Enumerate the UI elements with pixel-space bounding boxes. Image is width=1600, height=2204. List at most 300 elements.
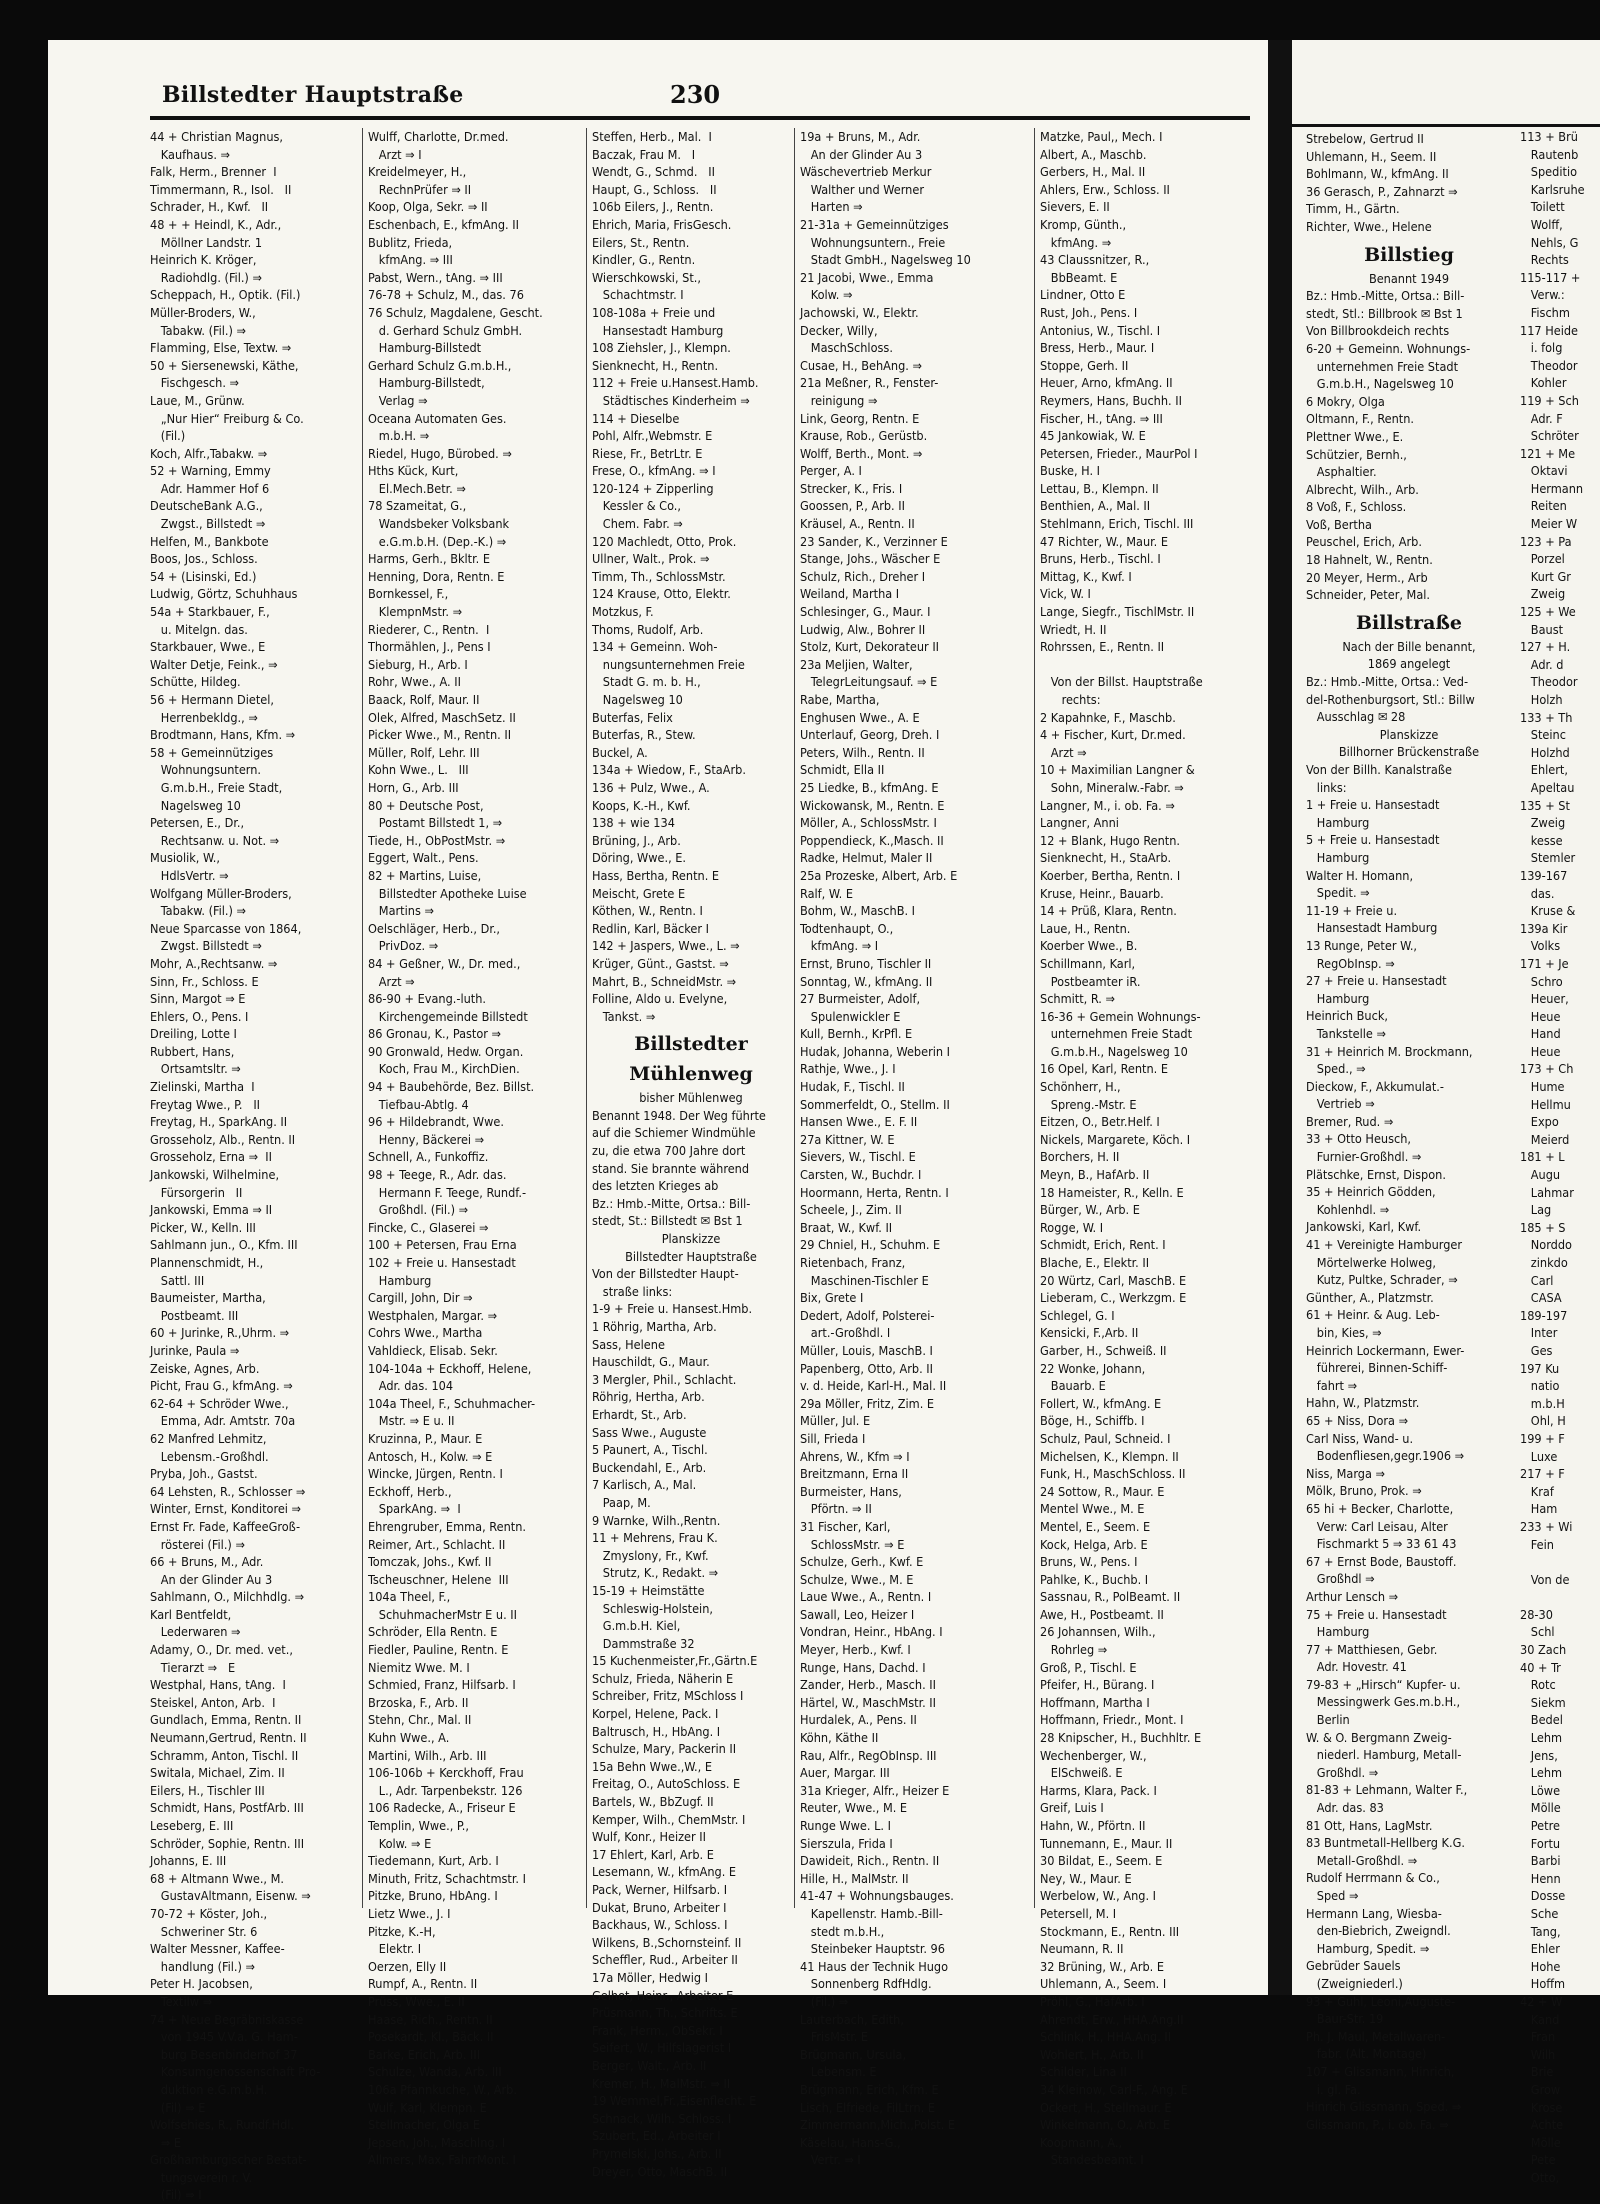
directory-entry-line: Rogge, W. I bbox=[1040, 1219, 1104, 1235]
directory-entry-line: Hudak, Johanna, Weberin I bbox=[800, 1043, 951, 1059]
directory-entry-line: Wincke, Jürgen, Rentn. I bbox=[368, 1466, 503, 1482]
directory-entry-line: Messingwerk Ges.m.b.H., bbox=[1306, 1694, 1461, 1710]
column-1 bbox=[150, 128, 356, 2203]
directory-entry-line: Schl bbox=[1520, 1624, 1555, 1640]
directory-entry-line: 41 Haus der Technik Hugo bbox=[800, 1958, 949, 1974]
directory-entry-line: Herrenbekldg., ⇒ bbox=[150, 709, 258, 725]
directory-entry-line: 31 + Heinrich M. Brockmann, bbox=[1306, 1043, 1473, 1059]
directory-entry-line: Koch, Alfr.,Tabakw. ⇒ bbox=[150, 445, 268, 461]
directory-entry-line: Rumpf, A., Rentn. II bbox=[368, 1976, 478, 1992]
directory-entry-line: 25 Liedke, B., kfmAng. E bbox=[800, 779, 939, 795]
directory-entry-line: Vick, W. I bbox=[1040, 586, 1091, 602]
directory-entry-line: Pryba, Joh., Gastst. bbox=[150, 1466, 258, 1482]
directory-entry-line: Thoms, Rudolf, Arb. bbox=[592, 621, 704, 637]
directory-entry-line: (Zweigniederl.) bbox=[1306, 1975, 1403, 1991]
directory-entry-line: Papenberg, Otto, Arb. II bbox=[800, 1360, 933, 1376]
directory-entry-line: 31a Krieger, Alfr., Heizer E bbox=[800, 1782, 950, 1798]
directory-entry-line: 98 + Teege, R., Adr. das. bbox=[368, 1167, 507, 1183]
directory-entry-line: Tabakw. (Fil.) ⇒ bbox=[150, 322, 247, 338]
directory-entry-line: Koerber, Bertha, Rentn. I bbox=[1040, 867, 1181, 883]
directory-entry-line: Templin, Wwe., P., bbox=[368, 1818, 469, 1833]
column-2 bbox=[368, 128, 582, 2168]
directory-entry-line: 125 + We bbox=[1520, 604, 1576, 620]
directory-entry-line: 108 Ziehsler, J., Klempn. bbox=[592, 340, 731, 356]
directory-entry-line: 28-30 bbox=[1520, 1606, 1553, 1622]
directory-entry-line: Heuer, bbox=[1520, 991, 1569, 1007]
directory-entry-line: Ortsamtsltr. ⇒ bbox=[150, 1061, 241, 1077]
directory-entry-line: Sahlmann jun., O., Kfm. III bbox=[150, 1237, 298, 1253]
directory-entry-line: Ludwig, Alw., Bohrer II bbox=[800, 621, 926, 637]
directory-entry-line: den-Biebrich, Zweigndl. bbox=[1306, 1923, 1451, 1939]
directory-entry-line: Kremer, H., MalMstr. ⇒ II bbox=[592, 2075, 731, 2091]
directory-entry-line: Müller, Rolf, Lehr. III bbox=[368, 744, 480, 760]
directory-entry-line: Sienknecht, H., Rentn. bbox=[592, 357, 719, 373]
directory-entry-line: Jens, bbox=[1520, 1747, 1558, 1763]
directory-entry-line: Oelschläger, Herb., Dr., bbox=[368, 920, 501, 936]
directory-entry-line: Arzt ⇒ bbox=[368, 973, 415, 989]
directory-entry-line: 106a Pfannkuche, W., Arb. bbox=[368, 2081, 517, 2097]
directory-entry-line: Oktavi bbox=[1520, 463, 1568, 479]
directory-entry-line: Strecker, K., Fris. I bbox=[800, 480, 903, 496]
column-4 bbox=[800, 128, 1032, 2168]
directory-entry-line: 40 + Tr bbox=[1520, 1659, 1561, 1675]
directory-entry-line: des letzten Krieges ab bbox=[592, 1178, 719, 1194]
directory-entry-line: Grosseholz, Erna ⇒ II bbox=[150, 1149, 272, 1165]
directory-entry-line: 62-64 + Schröder Wwe., bbox=[150, 1395, 289, 1411]
directory-entry-line: Dieckow, F., Akkumulat.- bbox=[1306, 1078, 1444, 1094]
directory-entry-line: Wechenberger, W., bbox=[1040, 1747, 1147, 1763]
directory-entry-line: W. & O. Bergmann Zweig- bbox=[1306, 1729, 1452, 1745]
directory-entry-line: Nagelsweg 10 bbox=[592, 692, 683, 707]
directory-entry-line: Städtisches Kinderheim ⇒ bbox=[592, 392, 750, 408]
directory-entry-line: 45 Jankowiak, W. E bbox=[1040, 428, 1146, 444]
directory-entry-line: Hamburg bbox=[1306, 1624, 1370, 1640]
directory-entry-line: Ullner, Walt., Prok. ⇒ bbox=[592, 551, 710, 567]
directory-entry-line: 114 + Dieselbe bbox=[592, 410, 680, 426]
directory-entry-line: Mölk, Bruno, Prok. ⇒ bbox=[1306, 1483, 1422, 1499]
directory-entry-line: Schmitt, R. ⇒ bbox=[1040, 991, 1115, 1007]
directory-entry-line: Eilers, H., Tischler III bbox=[150, 1782, 265, 1798]
directory-entry-line: 25a Prozeske, Albert, Arb. E bbox=[800, 867, 958, 883]
directory-entry-line: das. bbox=[1520, 885, 1555, 901]
directory-entry-line: 133 + Th bbox=[1520, 709, 1573, 725]
directory-entry-line: CASA bbox=[1520, 1290, 1562, 1306]
directory-entry-line: Berlin bbox=[1306, 1712, 1350, 1728]
directory-entry-line: Dreiling, Lotte I bbox=[150, 1026, 237, 1042]
directory-entry-line: Rudolf Herrmann & Co., bbox=[1306, 1870, 1440, 1886]
directory-entry-line: Adamy, O., Dr. med. vet., bbox=[150, 1642, 293, 1658]
directory-entry-line: Petersen, Frieder., MaurPol I bbox=[1040, 445, 1198, 461]
directory-entry-line: Hohe bbox=[1520, 1958, 1561, 1974]
directory-entry-line: Steiskel, Anton, Arb. I bbox=[150, 1694, 276, 1710]
directory-entry-line: An der Glinder Au 3 bbox=[150, 1571, 273, 1587]
directory-entry-line: Barbi bbox=[1520, 1853, 1561, 1869]
directory-entry-line: Sohn, Mineralw.-Fabr. ⇒ bbox=[1040, 779, 1184, 795]
directory-entry-line: Braat, W., Kwf. II bbox=[800, 1219, 893, 1235]
directory-entry-line: Kessler & Co., bbox=[592, 498, 681, 514]
directory-entry-line: Von der Billstedter Haupt- bbox=[592, 1266, 739, 1282]
directory-entry-line: Timmermann, R., Isol. II bbox=[150, 181, 292, 197]
directory-entry-line: Eckhoff, Herb., bbox=[368, 1483, 452, 1499]
directory-entry-line: 121 + Me bbox=[1520, 445, 1576, 461]
directory-entry-line: Brodtmann, Hans, Kfm. ⇒ bbox=[150, 727, 296, 743]
directory-entry-line: Langner, Anni bbox=[1040, 815, 1119, 831]
directory-entry-line: Weiland, Martha I bbox=[800, 586, 900, 602]
directory-entry-line: 119 + Sch bbox=[1520, 392, 1579, 408]
directory-entry-line: Freytag, H., SparkAng. II bbox=[150, 1114, 288, 1130]
directory-entry-line: (Fil.) bbox=[150, 428, 186, 444]
directory-entry-line: 104a Theel, F., Schuhmacher- bbox=[368, 1395, 536, 1411]
directory-entry-line: Goossen, P., Arb. II bbox=[800, 498, 905, 514]
directory-entry-line: Fischer, H., tAng. ⇒ III bbox=[1040, 410, 1163, 426]
directory-entry-line: Scheppach, H., Optik. (Fil.) bbox=[150, 287, 301, 303]
directory-entry-line: Tierarzt ⇒ E bbox=[150, 1659, 236, 1675]
directory-entry-line: Walter Detje, Feink., ⇒ bbox=[150, 656, 278, 672]
directory-entry-line: Hahn, W., Platzmstr. bbox=[1306, 1395, 1420, 1411]
directory-entry-line: Lieberam, C., Werkzgm. E bbox=[1040, 1290, 1187, 1306]
directory-entry-line: Fischm bbox=[1520, 304, 1570, 320]
directory-entry-line: Kreidelmeyer, H., bbox=[368, 164, 467, 180]
directory-entry-line: kfmAng. ⇒ I bbox=[800, 938, 879, 954]
directory-entry-line: 142 + Jaspers, Wwe., L. ⇒ bbox=[592, 938, 740, 954]
directory-entry-line: Grow bbox=[1520, 2081, 1561, 2097]
directory-entry-line: Bornkessel, F., bbox=[368, 586, 449, 602]
directory-entry-line: Schulze, Mary, Packerin II bbox=[592, 1741, 737, 1757]
directory-entry-line: Winter, Ernst, Konditorei ⇒ bbox=[150, 1501, 302, 1517]
directory-entry-line: Lederwaren ⇒ bbox=[150, 1624, 241, 1640]
directory-entry-line: 44 + Christian Magnus, bbox=[150, 129, 283, 144]
directory-entry-line: Reimer, Art., Schlacht. II bbox=[368, 1536, 506, 1552]
directory-entry-line: 1 Röhrig, Martha, Arb. bbox=[592, 1319, 717, 1334]
directory-entry-line: Mentel, E., Seem. E bbox=[1040, 1518, 1151, 1534]
directory-entry-line: Holzhd bbox=[1520, 744, 1570, 760]
directory-entry-line: Wolfsehies, R., Rundf.Hdl. bbox=[150, 2117, 295, 2133]
directory-entry-line: Pröhl, G., HafArb. I bbox=[1040, 1993, 1145, 2009]
directory-entry-line: Schulz, Paul, Schneid. I bbox=[1040, 1430, 1171, 1446]
directory-entry-line: SchuhmacherMstr E u. II bbox=[368, 1606, 517, 1622]
directory-entry-line: SparkAng. ⇒ I bbox=[368, 1501, 461, 1517]
directory-entry-line: Jankowski, Emma ⇒ II bbox=[150, 1202, 273, 1218]
directory-entry-line: 86-90 + Evang.-luth. bbox=[368, 991, 487, 1007]
directory-entry-line: Rau, Alfr., RegObInsp. III bbox=[800, 1747, 937, 1763]
directory-entry-line: art.-Großhdl. I bbox=[800, 1325, 891, 1341]
directory-entry-line: Wulff, Charlotte, Dr.med. bbox=[368, 129, 509, 144]
directory-entry-line: Bedel bbox=[1520, 1712, 1563, 1728]
directory-entry-line: Olek, Alfred, MaschSetz. II bbox=[368, 709, 516, 725]
directory-entry-line: Hamburg-Billstedt bbox=[368, 340, 482, 356]
directory-entry-line: Nehls, G bbox=[1520, 234, 1579, 250]
street-section-heading: Billstraße bbox=[1355, 611, 1463, 634]
directory-entry-line: Tankstelle ⇒ bbox=[1306, 1025, 1386, 1041]
directory-entry-line: Tankst. ⇒ bbox=[592, 1008, 656, 1024]
directory-entry-line: 10 + Maximilian Langner & bbox=[1040, 762, 1195, 778]
directory-entry-line: Großhamburgischer Bestat- bbox=[150, 2152, 307, 2168]
directory-entry-line: Buske, H. I bbox=[1040, 463, 1100, 479]
directory-entry-line: Adr. Hovestr. 41 bbox=[1306, 1659, 1407, 1675]
directory-entry-line: Adr. d bbox=[1520, 656, 1564, 672]
directory-entry-line: Wendt, G., Schmd. II bbox=[592, 164, 715, 180]
directory-entry-line: (Fil.) ⇒ bbox=[800, 1993, 849, 2009]
directory-entry-line: Sinn, Fr., Schloss. E bbox=[150, 973, 259, 989]
directory-entry-line: Laue Wwe., A., Rentn. I bbox=[800, 1589, 932, 1605]
directory-entry-line: 1-9 + Freie u. Hansest.Hmb. bbox=[592, 1301, 753, 1317]
directory-entry-line: Kapellenstr. Hamb.-Bill- bbox=[800, 1905, 943, 1921]
directory-entry-line: d. Gerhard Schulz GmbH. bbox=[368, 322, 523, 338]
directory-entry-line: Schulze, Wanda, Arb. III bbox=[368, 2064, 502, 2080]
directory-entry-line: Eschenbach, E., kfmAng. II bbox=[368, 216, 519, 232]
directory-entry-line: 16-36 + Gemein Wohnungs- bbox=[1040, 1008, 1201, 1024]
directory-entry-line: Sped ⇒ bbox=[1306, 1888, 1359, 1903]
directory-entry-line: Buckendahl, E., Arb. bbox=[592, 1459, 707, 1475]
directory-entry-line: Vahldieck, Elisab. Sekr. bbox=[368, 1342, 498, 1358]
directory-entry-line: Löwe bbox=[1520, 1782, 1561, 1798]
directory-entry-line: Lisch, Elfriede, FilLtrn. E bbox=[800, 2099, 936, 2115]
directory-entry-line: 139a Kir bbox=[1520, 920, 1568, 936]
directory-entry-line: stedt m.b.H., bbox=[800, 1923, 885, 1939]
directory-entry-line: Baust bbox=[1520, 621, 1564, 637]
directory-entry-line: 90 Gronwald, Hedw. Organ. bbox=[368, 1043, 524, 1059]
directory-entry-line: Tomczak, Johs., Kwf. II bbox=[368, 1554, 492, 1570]
directory-entry-line: Steinc bbox=[1520, 727, 1566, 743]
directory-entry-line: An der Glinder Au 3 bbox=[800, 146, 923, 162]
directory-entry-line: Ahlers, Erw., Schloss. II bbox=[1040, 181, 1170, 197]
directory-entry-line: Bartels, W., BbZugf. II bbox=[592, 1794, 714, 1810]
directory-entry-line: Stehn, Chr., Mal. II bbox=[368, 1712, 472, 1728]
directory-entry-line: Tunnemann, E., Maur. II bbox=[1040, 1835, 1173, 1851]
directory-entry-line: 173 + Ch bbox=[1520, 1061, 1574, 1077]
directory-entry-line: kesse bbox=[1520, 832, 1563, 848]
directory-entry-line: Walther und Werner bbox=[800, 181, 924, 197]
directory-entry-line: 32 Brüning, W., Arb. E bbox=[1040, 1958, 1165, 1974]
directory-entry-line: Baur-Str. 19 bbox=[1306, 2011, 1384, 2027]
directory-entry-line: 15-19 + Heimstätte bbox=[592, 1582, 705, 1598]
directory-entry-line: Sche bbox=[1520, 1905, 1559, 1921]
directory-entry-line: 23 Sander, K., Verzinner E bbox=[800, 533, 948, 549]
directory-entry-line: Lange, Siegfr., TischlMstr. II bbox=[1040, 604, 1195, 620]
directory-entry-line: Seifert, W., Hilfslagerist I bbox=[592, 2040, 732, 2056]
directory-entry-line: Schweriner Str. 6 bbox=[150, 1923, 258, 1939]
directory-entry-line: Böge, H., Schiffb. I bbox=[1040, 1413, 1145, 1429]
directory-entry-line: Follert, W., kfmAng. E bbox=[1040, 1395, 1162, 1411]
directory-entry-line: GustavAltmann, Eisenw. ⇒ bbox=[150, 1888, 311, 1904]
directory-entry-line: Ehlers, O., Pens. I bbox=[150, 1008, 249, 1024]
directory-entry-line: Garber, H., Schweiß. II bbox=[1040, 1342, 1167, 1358]
directory-entry-line: Zwgst., Billstedt ⇒ bbox=[150, 516, 266, 532]
directory-entry-line: Awe, H., Postbeamt. II bbox=[1040, 1606, 1164, 1622]
directory-entry-line: m.b.H. ⇒ bbox=[368, 428, 430, 444]
directory-entry-line: Schnell, A., Funkoffiz. bbox=[368, 1149, 489, 1165]
directory-entry-line: Boos, Jos., Schloss. bbox=[150, 551, 258, 567]
directory-entry-line: Baumeister, Martha, bbox=[150, 1290, 266, 1306]
directory-entry-line: Apeltau bbox=[1520, 779, 1575, 795]
directory-entry-line: 66 + Bruns, M., Adr. bbox=[150, 1554, 264, 1570]
directory-entry-line: Sievers, W., Tischl. E bbox=[800, 1149, 916, 1165]
directory-entry-line: Radiohdlg. (Fil.) ⇒ bbox=[150, 269, 262, 285]
directory-entry-line: niederl. Hamburg, Metall- bbox=[1306, 1747, 1462, 1763]
directory-entry-line: 189-197 bbox=[1520, 1307, 1568, 1323]
directory-entry-line: Fortu bbox=[1520, 1835, 1561, 1851]
directory-entry-line: Buterfas, R., Stew. bbox=[592, 727, 696, 743]
directory-entry-line: Schlink, H., HHA.Ang. II bbox=[1040, 2029, 1172, 2045]
directory-entry-line: nungsunternehmen Freie bbox=[592, 656, 745, 672]
directory-entry-line: Sieburg, H., Arb. I bbox=[368, 656, 468, 672]
street-heading: Billstedter Hauptstraße bbox=[162, 82, 464, 108]
directory-entry-line: Sass Wwe., Auguste bbox=[592, 1424, 707, 1440]
directory-entry-line: 21 Jacobi, Wwe., Emma bbox=[800, 269, 934, 285]
directory-entry-line: Kuhn Wwe., A. bbox=[368, 1730, 450, 1746]
column-3 bbox=[592, 128, 790, 2179]
directory-entry-line: Stoppe, Gerh. II bbox=[1040, 357, 1129, 373]
directory-entry-line: Hths Kück, Kurt, bbox=[368, 463, 459, 479]
directory-entry-line: 120-124 + Zipperling bbox=[592, 480, 714, 496]
directory-entry-line: Luxe bbox=[1520, 1448, 1558, 1464]
directory-entry-line: Sonntag, W., kfmAng. II bbox=[800, 973, 933, 989]
right-page-head-rule bbox=[1292, 124, 1600, 127]
directory-entry-line: Timm, H., Gärtn. bbox=[1306, 201, 1400, 217]
directory-entry-line: ElSchweiß. E bbox=[1040, 1765, 1123, 1781]
directory-entry-line: Bremer, Rud. ⇒ bbox=[1306, 1113, 1394, 1129]
directory-entry-line: Peter H. Jacobsen, bbox=[150, 1976, 253, 1992]
directory-entry-line: Müller-Broders, W., bbox=[150, 304, 256, 320]
directory-entry-line: 76 Schulz, Magdalene, Gescht. bbox=[368, 304, 543, 320]
directory-entry-line: 68 + Altmann Wwe., M. bbox=[150, 1870, 284, 1886]
directory-entry-line: Meier W bbox=[1520, 516, 1578, 532]
directory-entry-line: Dawideit, Rich., Rentn. II bbox=[800, 1853, 940, 1869]
directory-entry-line: Karl Bentfeldt, bbox=[150, 1606, 232, 1622]
directory-entry-line: Minuth, Fritz, Schachtmstr. I bbox=[368, 1870, 526, 1886]
directory-entry-line: Redlin, Karl, Bäcker I bbox=[592, 920, 709, 936]
directory-entry-line: Petersell, M. I bbox=[1040, 1905, 1117, 1921]
directory-entry-line: Ockert, H., Stellmaur. E bbox=[1040, 2099, 1172, 2115]
directory-entry-line: 233 + Wi bbox=[1520, 1518, 1573, 1534]
directory-entry-line: G.m.b.H., Freie Stadt, bbox=[150, 779, 283, 795]
directory-entry-line: Musiolik, W., bbox=[150, 850, 220, 866]
directory-entry-line: Wilh bbox=[1520, 2046, 1556, 2062]
directory-entry-line: Pahlke, K., Buchb. I bbox=[1040, 1571, 1149, 1587]
directory-entry-line: Albrecht, Wilh., Arb. bbox=[1306, 481, 1419, 497]
directory-entry-line: Bress, Herb., Maur. I bbox=[1040, 340, 1155, 356]
directory-entry-line: Fürsorgerin II bbox=[150, 1184, 243, 1200]
directory-entry-line: Schmied, Franz, Hilfsarb. I bbox=[368, 1677, 516, 1693]
directory-entry-line: Brügmann, Ursula, bbox=[800, 2046, 907, 2062]
directory-entry-line: Zielinski, Martha I bbox=[150, 1079, 255, 1095]
directory-entry-line: Scheffler, Rud., Arbeiter II bbox=[592, 1952, 738, 1968]
directory-entry-line: PrivDoz. ⇒ bbox=[368, 938, 439, 954]
directory-entry-line: 9 Warnke, Wilh.,Rentn. bbox=[592, 1512, 721, 1528]
directory-entry-line: Nickels, Margarete, Köch. I bbox=[1040, 1131, 1191, 1147]
directory-entry-line: Koch, Frau M., KirchDien. bbox=[368, 1061, 520, 1077]
directory-entry-line: Döring, Wwe., E. bbox=[592, 850, 687, 866]
directory-entry-line: führerei, Binnen-Schiff- bbox=[1306, 1360, 1448, 1376]
directory-entry-line: 108-108a + Freie und bbox=[592, 304, 716, 320]
directory-entry-line: Uhlemann, H., Seem. II bbox=[1306, 148, 1437, 164]
directory-entry-line: Schro bbox=[1520, 973, 1563, 989]
directory-entry-line: El.Mech.Betr. ⇒ bbox=[368, 480, 466, 496]
directory-entry-line: i. gl. Fa. bbox=[1306, 2081, 1361, 2097]
directory-entry-line bbox=[1520, 1588, 1600, 1606]
directory-entry-line: 36 Gerasch, P., Zahnarzt ⇒ bbox=[1306, 183, 1458, 199]
directory-entry-line: 197 Ku bbox=[1520, 1360, 1560, 1376]
directory-entry-line: Helfen, M., Bankbote bbox=[150, 533, 269, 549]
directory-entry-line: 14 + Prüß, Klara, Rentn. bbox=[1040, 903, 1177, 919]
directory-entry-line: Riese, Fr., BetrLtr. E bbox=[592, 445, 703, 461]
directory-entry-line: Bürger, W., Arb. E bbox=[1040, 1202, 1140, 1218]
directory-entry-line: Siekm bbox=[1520, 1694, 1566, 1710]
directory-entry-line: Prymelski, Johs., Arb. II bbox=[592, 2145, 722, 2161]
directory-entry-line: Frank, Herm., ObSekr. I bbox=[592, 2022, 723, 2038]
directory-entry-line: Schröder, Ella Rentn. E bbox=[368, 1624, 498, 1640]
directory-entry-line: 21a Meßner, R., Fenster- bbox=[800, 375, 939, 391]
directory-entry-line: Pitzke, K.-H, bbox=[368, 1923, 436, 1939]
directory-entry-line: Wulf, Konr., Heizer II bbox=[592, 1829, 706, 1845]
directory-entry-line: Krose bbox=[1520, 2099, 1563, 2115]
directory-entry-line: Inter bbox=[1520, 1325, 1558, 1341]
directory-entry-line: Unterlauf, Georg, Dreh. I bbox=[800, 727, 940, 743]
directory-entry-line: Breitzmann, Erna II bbox=[800, 1466, 909, 1482]
directory-entry-line: Radke, Helmut, Maler II bbox=[800, 850, 933, 866]
directory-entry-line: 185 + S bbox=[1520, 1219, 1566, 1235]
directory-entry-line: Ney, W., Maur. E bbox=[1040, 1870, 1132, 1886]
directory-entry-line: rösterei (Fil.) ⇒ bbox=[150, 1536, 245, 1552]
directory-entry-line: Meierd bbox=[1520, 1131, 1570, 1147]
directory-entry-line: 93 + Guhl, Leoni,Auguste- bbox=[1306, 1993, 1456, 2009]
directory-entry-line: Barke, Erich, Arb. III bbox=[368, 2046, 481, 2062]
section-note: 1869 angelegt bbox=[1367, 656, 1451, 672]
directory-entry-line: Lehm bbox=[1520, 1765, 1563, 1781]
directory-entry-line: Kindler, G., Rentn. bbox=[592, 252, 696, 268]
directory-entry-line: 75 + Freie u. Hansestadt bbox=[1306, 1606, 1447, 1622]
directory-entry-line: Sawall, Leo, Heizer I bbox=[800, 1606, 915, 1622]
directory-entry-line: Freytag Wwe., P. II bbox=[150, 1096, 261, 1112]
head-rule bbox=[150, 116, 1250, 120]
directory-entry-line: Metall-Großhdl. ⇒ bbox=[1306, 1852, 1418, 1868]
directory-entry-line: Zweig bbox=[1520, 815, 1566, 831]
directory-entry-line: Hume bbox=[1520, 1079, 1565, 1095]
directory-entry-line: Otto, bbox=[1520, 2169, 1560, 2185]
directory-entry-line: Emma, Adr. Amtstr. 70a bbox=[150, 1413, 296, 1429]
directory-entry-line: Kohn Wwe., L. III bbox=[368, 762, 469, 778]
directory-entry-line: Hauschildt, G., Maur. bbox=[592, 1354, 710, 1370]
directory-entry-line: Strebelow, Gertrud II bbox=[1306, 131, 1424, 146]
directory-entry-line: Arzt ⇒ bbox=[1040, 744, 1087, 760]
directory-entry-line: Hermann bbox=[1520, 480, 1584, 496]
directory-entry-line: Postbeamt. III bbox=[150, 1307, 239, 1323]
directory-entry-line: Adr. Hammer Hof 6 bbox=[150, 480, 270, 496]
directory-entry-line: Brzoska, F., Arb. II bbox=[368, 1694, 469, 1710]
directory-entry-line: 47 Richter, W., Maur. E bbox=[1040, 533, 1169, 549]
directory-entry-line: kfmAng. ⇒ III bbox=[368, 252, 453, 268]
directory-entry-line: 29a Möller, Fritz, Zim. E bbox=[800, 1395, 935, 1411]
directory-entry-line: Wohlert, H., Arb. II bbox=[1040, 2046, 1144, 2062]
directory-entry-line: Verlag ⇒ bbox=[368, 392, 428, 408]
directory-entry-line: Neue Sparcasse von 1864, bbox=[150, 920, 302, 936]
directory-entry-line: Schrader, H., Kwf. II bbox=[150, 199, 269, 215]
directory-entry-line: Gerbers, H., Mal. II bbox=[1040, 164, 1146, 180]
directory-entry-line: Eggert, Walt., Pens. bbox=[368, 850, 479, 866]
directory-entry-line: Schmidt, Erich, Rent. I bbox=[1040, 1237, 1166, 1253]
directory-entry-line: Albert, A., Maschb. bbox=[1040, 146, 1147, 162]
directory-entry-line: Hoormann, Herta, Rentn. I bbox=[800, 1184, 949, 1200]
directory-entry-line: 86 Gronau, K., Pastor ⇒ bbox=[368, 1026, 502, 1042]
directory-entry-line: 123 + Pa bbox=[1520, 533, 1572, 549]
directory-entry-line: Lettau, B., Klempn. II bbox=[1040, 480, 1159, 496]
directory-entry-line: Köhn, Käthe II bbox=[800, 1730, 879, 1746]
directory-entry-line: Augu bbox=[1520, 1167, 1561, 1183]
directory-entry-line: Groß, P., Tischl. E bbox=[1040, 1659, 1137, 1675]
column-7 bbox=[1520, 128, 1600, 2185]
directory-entry-line: Kruse, Heinr., Bauarb. bbox=[1040, 885, 1164, 901]
directory-entry-line: straße links: bbox=[592, 1283, 673, 1299]
